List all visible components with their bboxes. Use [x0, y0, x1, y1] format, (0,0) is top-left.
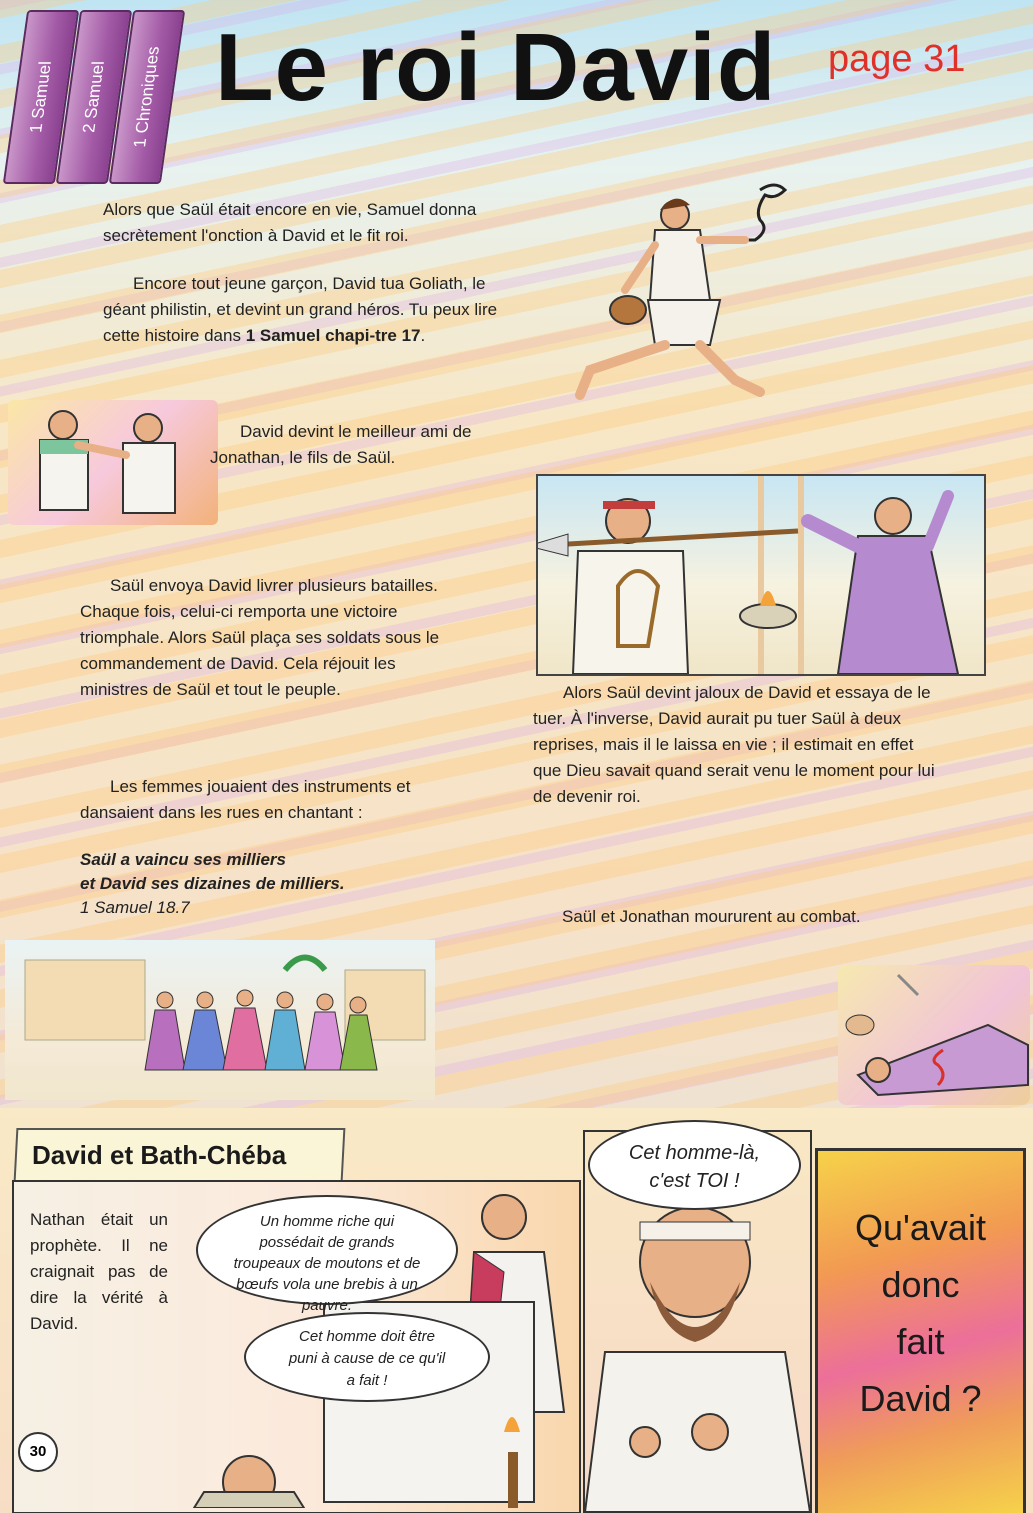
- speech-bubble-rich-man: Un homme riche qui possédait de grands troupeaux de moutons et de bœufs vola une brebis à un pauvre.: [196, 1195, 458, 1305]
- scripture-reference: 1 Samuel chapi-tre 17: [245, 326, 421, 345]
- david-jonathan-illustration: [8, 400, 218, 525]
- page-number: 30: [18, 1432, 58, 1472]
- question-line-4: David ?: [859, 1378, 982, 1419]
- book-2-samuel: 2 Samuel: [56, 10, 132, 184]
- quote-line-1: Saül a vaincu ses milliers: [80, 850, 287, 869]
- speech-bubble-its-you: Cet homme-là, c'est TOI !: [588, 1120, 801, 1210]
- death-text: Saül et Jonathan moururent au combat.: [562, 907, 861, 926]
- section-title: David et Bath-Chéba: [31, 1140, 287, 1170]
- intro-paragraph-1: Alors que Saül était encore en vie, Samuel donna secrètement l'onction à David et le fit roi.: [103, 200, 477, 245]
- women-text: Les femmes jouaient des instruments et dansaient dans les rues en chantant :: [80, 777, 411, 822]
- question-line-1: Qu'avait: [855, 1207, 986, 1248]
- saul-spear-illustration: [536, 474, 986, 676]
- david-sling-illustration: [560, 170, 810, 420]
- dancing-women-illustration: [5, 940, 435, 1100]
- book-1-chroniques: 1 Chroniques: [109, 10, 185, 184]
- friendship-text: David devint le meilleur ami de Jonathan, le fils de Saül.: [210, 422, 472, 467]
- battles-text: Saül envoya David livrer plusieurs batailles. Chaque fois, celui-ci remporta une victoire triomphale. Alors Saül plaça ses soldats sous le commandement de David. Cela réjouit les ministres de Saül et tout le peuple.: [80, 576, 440, 699]
- bible-books-icon: [10, 10, 195, 185]
- song-quote: [80, 848, 460, 920]
- friends-figures-icon: [8, 400, 218, 525]
- book-1-samuel: 1 Samuel: [3, 10, 79, 184]
- fallen-saul-illustration: [838, 965, 1030, 1105]
- page-title: Le roi David: [215, 14, 777, 121]
- saul-spear-scene-icon: [538, 476, 984, 674]
- quote-reference: 1 Samuel 18.7: [80, 898, 190, 917]
- nathan-text: Nathan était un prophète. Il ne craignait pas de dire la vérité à David.: [30, 1210, 168, 1333]
- intro-paragraph-2: Encore tout jeune garçon, David tua Goliath, le géant philistin, et devint un grand héros. Tu peux lire cette histoire dans 1 Samuel chapi-tre 17.: [103, 274, 498, 345]
- question-line-3: fait: [896, 1321, 945, 1362]
- quote-line-2: et David ses dizaines de milliers.: [80, 874, 345, 893]
- speech-bubble-punish: Cet homme doit être puni à cause de ce qu'il a fait !: [244, 1312, 490, 1402]
- section-title-box: [14, 1128, 346, 1182]
- question-line-2: donc: [881, 1264, 960, 1305]
- question-box: [815, 1148, 1026, 1513]
- dancing-women-scene-icon: [5, 940, 435, 1100]
- page-label: page 31: [828, 38, 966, 80]
- fallen-king-scene-icon: [838, 965, 1030, 1105]
- jealousy-text: Alors Saül devint jaloux de David et essaya de le tuer. À l'inverse, David aurait pu tuer Saül à deux reprises, mais il le laissa en vie ; il estimait en effet que Dieu savait quand serait venu le moment pour lui de devenir roi.: [533, 683, 935, 806]
